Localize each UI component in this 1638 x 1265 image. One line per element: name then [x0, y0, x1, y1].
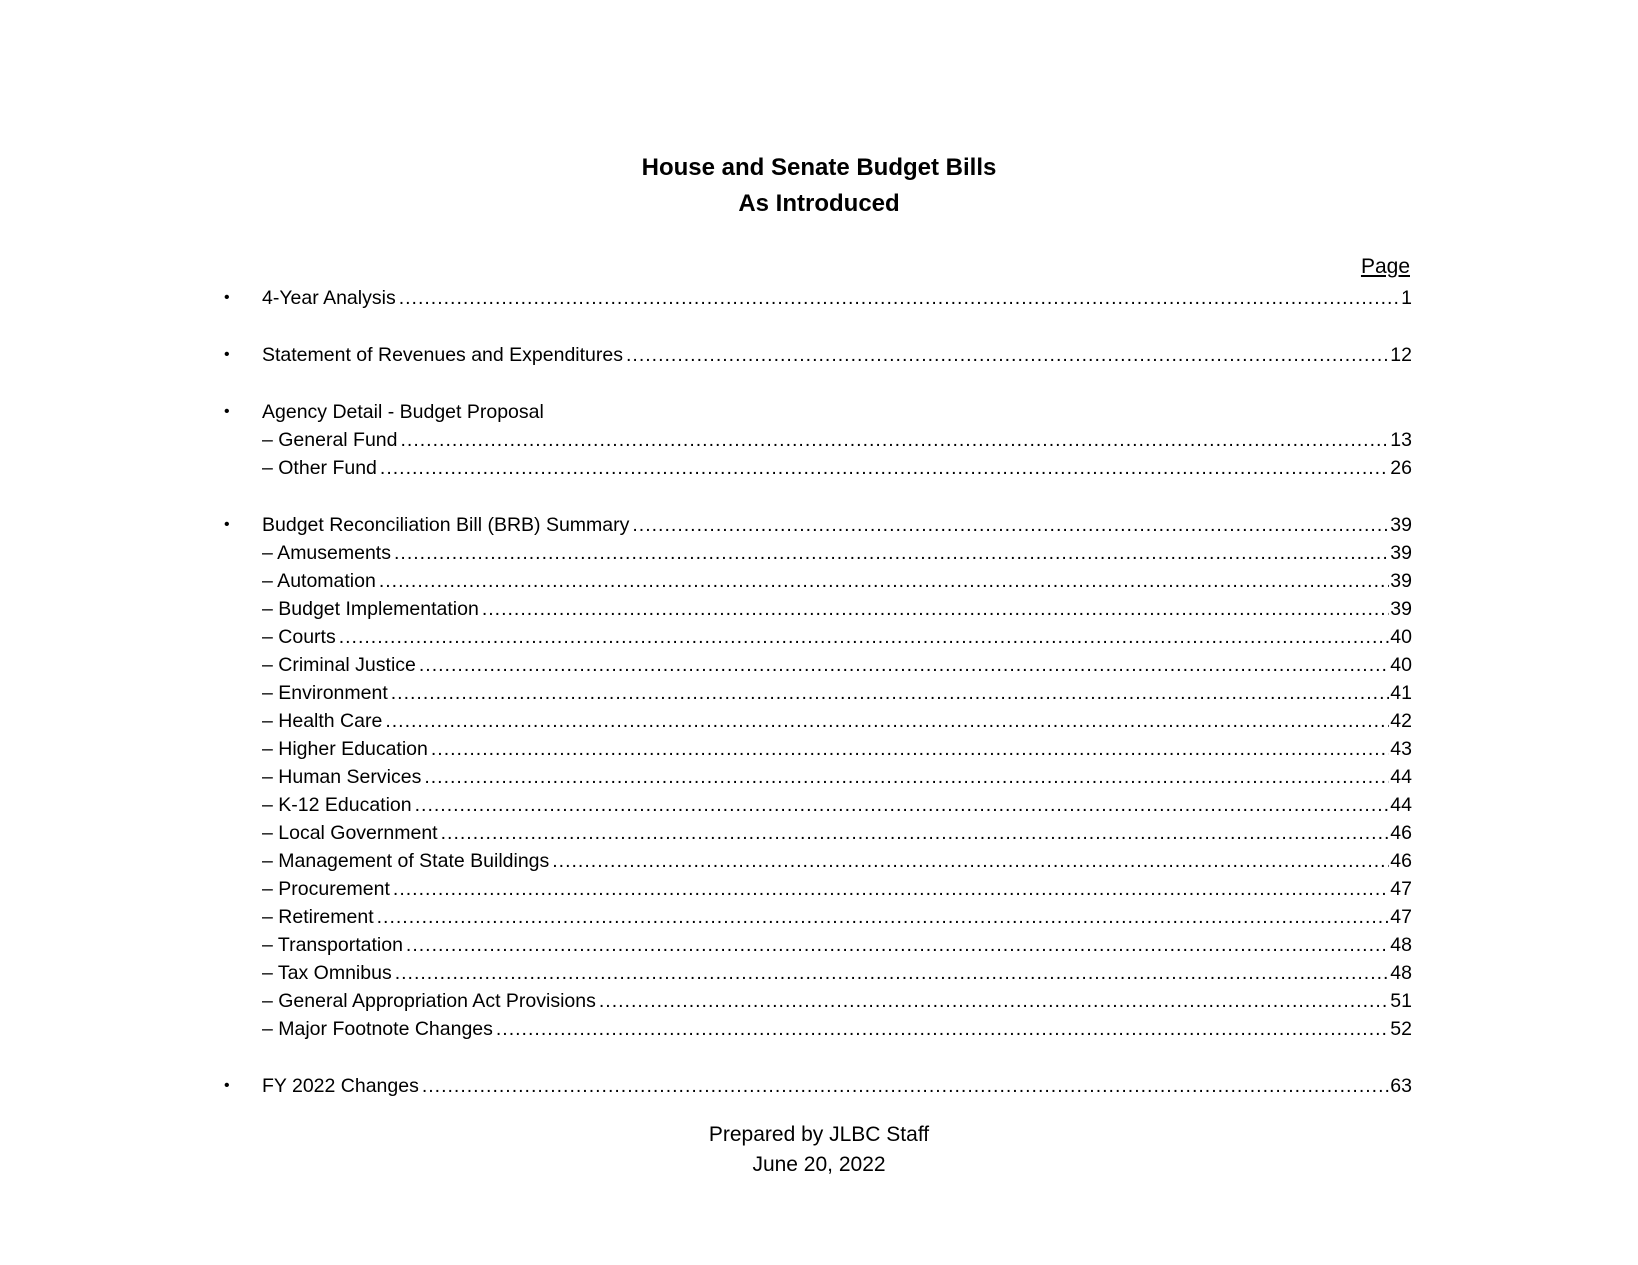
toc-label: – Tax Omnibus [262, 959, 395, 987]
toc-page-number: 26 [1389, 454, 1412, 482]
leader-dots [401, 426, 1390, 454]
leader-dots [395, 959, 1390, 987]
toc-label: – Transportation [262, 931, 406, 959]
leader-dots [419, 651, 1389, 679]
toc-subitem[interactable] [222, 707, 1412, 735]
toc-page-number: 46 [1389, 847, 1412, 875]
toc-page-number: 48 [1389, 959, 1412, 987]
toc-label: Statement of Revenues and Expenditures [262, 341, 626, 369]
leader-dots [482, 595, 1389, 623]
toc-page-number: 52 [1389, 1015, 1412, 1043]
toc-page-number: 48 [1389, 931, 1412, 959]
page-column-header: Page [1360, 255, 1410, 278]
leader-dots [393, 875, 1389, 903]
toc-page-number: 44 [1389, 763, 1412, 791]
toc-page-number: 42 [1389, 707, 1412, 735]
toc-label: – Health Care [262, 707, 385, 735]
toc-subitem[interactable] [222, 987, 1412, 1015]
toc-label: – Major Footnote Changes [262, 1015, 496, 1043]
toc-subitem[interactable] [222, 791, 1412, 819]
toc-label: 4-Year Analysis [262, 284, 399, 312]
toc-subitem[interactable] [222, 903, 1412, 931]
toc-label: Agency Detail - Budget Proposal [262, 398, 547, 426]
toc-page-number: 13 [1389, 426, 1412, 454]
leader-dots [415, 791, 1390, 819]
toc-item-fy2022-changes[interactable] [222, 1072, 1412, 1100]
toc-label: – Automation [262, 567, 379, 595]
toc-subitem[interactable] [222, 623, 1412, 651]
document-footer [0, 1120, 1638, 1180]
toc-page-number: 39 [1389, 567, 1412, 595]
toc-subitem[interactable] [222, 595, 1412, 623]
bullet-icon: • [224, 1077, 230, 1094]
table-of-contents [222, 284, 1412, 1100]
toc-item-brb-summary[interactable] [222, 511, 1412, 539]
toc-subitem[interactable] [222, 539, 1412, 567]
toc-page-number: 44 [1389, 791, 1412, 819]
toc-page-number: 43 [1389, 735, 1412, 763]
toc-label: – General Fund [262, 426, 401, 454]
toc-subitem[interactable] [222, 651, 1412, 679]
toc-label: – Management of State Buildings [262, 847, 552, 875]
leader-dots [431, 735, 1389, 763]
leader-dots [339, 623, 1390, 651]
toc-subitem[interactable] [222, 567, 1412, 595]
document-title [0, 150, 1638, 222]
leader-dots [626, 341, 1389, 369]
leader-dots [496, 1015, 1389, 1043]
leader-dots [406, 931, 1389, 959]
leader-dots [632, 511, 1389, 539]
toc-subitem[interactable] [222, 1015, 1412, 1043]
leader-dots [422, 1072, 1389, 1100]
toc-label: – Courts [262, 623, 339, 651]
toc-subitem[interactable] [222, 735, 1412, 763]
toc-page-number: 40 [1389, 651, 1412, 679]
toc-label: – Criminal Justice [262, 651, 419, 679]
toc-page-number: 46 [1389, 819, 1412, 847]
toc-page-number: 40 [1389, 623, 1412, 651]
bullet-icon: • [224, 403, 230, 420]
toc-page-number: 12 [1389, 341, 1412, 369]
leader-dots [377, 903, 1390, 931]
leader-dots [424, 763, 1389, 791]
title-line-2: As Introduced [738, 190, 900, 217]
toc-subitem-other-fund[interactable] [222, 454, 1412, 482]
toc-label: – Local Government [262, 819, 441, 847]
toc-page-number: 1 [1400, 284, 1412, 312]
toc-page-number: 47 [1389, 903, 1412, 931]
leader-dots [380, 454, 1389, 482]
toc-page-number: 63 [1389, 1072, 1412, 1100]
toc-label: – Procurement [262, 875, 393, 903]
prepared-by: Prepared by JLBC Staff [708, 1123, 930, 1146]
toc-subitem-general-fund[interactable] [222, 426, 1412, 454]
toc-subitem[interactable] [222, 931, 1412, 959]
toc-label: – Higher Education [262, 735, 431, 763]
bullet-icon: • [224, 516, 230, 533]
leader-dots [399, 284, 1400, 312]
toc-label: – K-12 Education [262, 791, 415, 819]
bullet-icon: • [224, 346, 230, 363]
toc-item-agency-detail [222, 398, 1412, 426]
toc-label: – Environment [262, 679, 391, 707]
toc-label: Budget Reconciliation Bill (BRB) Summary [262, 511, 632, 539]
toc-page-number: 51 [1389, 987, 1412, 1015]
toc-item-statement-of-revenues[interactable] [222, 341, 1412, 369]
toc-page-number: 39 [1389, 539, 1412, 567]
title-line-1: House and Senate Budget Bills [641, 154, 997, 181]
leader-dots [552, 847, 1389, 875]
toc-subitem[interactable] [222, 875, 1412, 903]
leader-dots [441, 819, 1390, 847]
document-date: June 20, 2022 [752, 1153, 886, 1176]
toc-page-number: 39 [1389, 511, 1412, 539]
toc-label: – Other Fund [262, 454, 380, 482]
toc-label: – Retirement [262, 903, 377, 931]
leader-dots [391, 679, 1390, 707]
toc-label: – Budget Implementation [262, 595, 482, 623]
toc-item-4-year-analysis[interactable] [222, 284, 1412, 312]
toc-label: – Human Services [262, 763, 424, 791]
leader-dots [379, 567, 1389, 595]
leader-dots [394, 539, 1389, 567]
bullet-icon: • [224, 289, 230, 306]
leader-dots [599, 987, 1389, 1015]
toc-subitem[interactable] [222, 763, 1412, 791]
leader-dots [385, 707, 1389, 735]
toc-page-number: 47 [1389, 875, 1412, 903]
toc-subitem[interactable] [222, 847, 1412, 875]
toc-page-number: 39 [1389, 595, 1412, 623]
toc-subitem[interactable] [222, 819, 1412, 847]
toc-page-number: 41 [1389, 679, 1412, 707]
toc-label: FY 2022 Changes [262, 1072, 422, 1100]
toc-label: – General Appropriation Act Provisions [262, 987, 599, 1015]
toc-subitem[interactable] [222, 959, 1412, 987]
toc-label: – Amusements [262, 539, 394, 567]
toc-subitem[interactable] [222, 679, 1412, 707]
